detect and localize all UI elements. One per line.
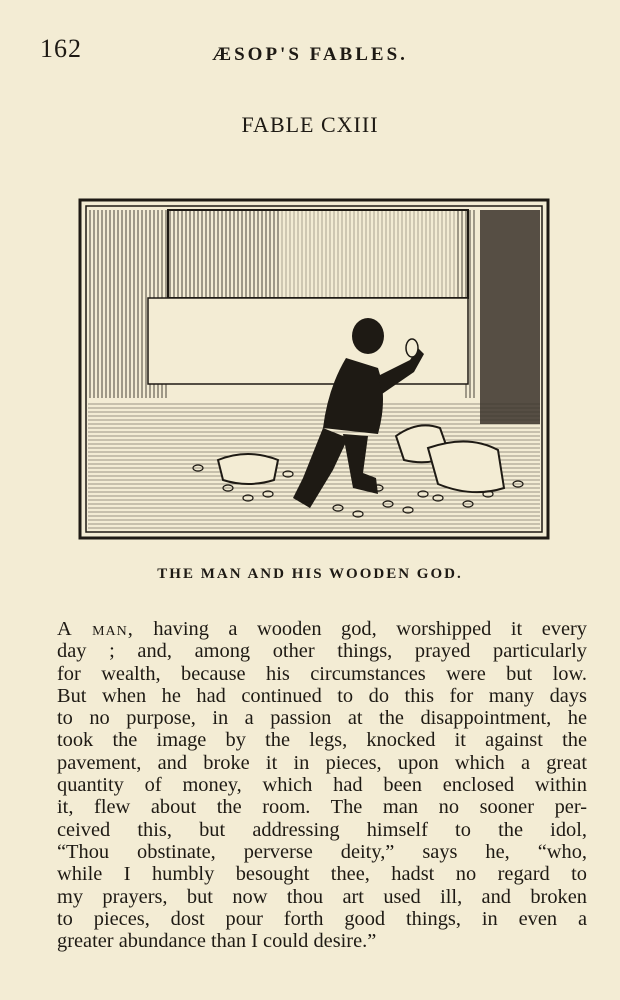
text-line-1: A man, having a wooden god, worshipped it every bbox=[57, 618, 588, 640]
fable-text bbox=[57, 618, 587, 952]
text-line: took the image by the legs, knocked it against the bbox=[57, 729, 587, 752]
fable-title: FABLE CXIII bbox=[241, 112, 379, 137]
door-pillar bbox=[480, 210, 540, 424]
woodcut-illustration bbox=[78, 198, 550, 540]
text-line: “Thou obstinate, perverse deity,” says he, “who, bbox=[57, 840, 587, 863]
page-number: 162 bbox=[40, 34, 82, 63]
text-line: while I humbly besought thee, hadst no regard to bbox=[57, 863, 587, 886]
text-line: greater abundance than I could desire.” bbox=[57, 930, 377, 953]
running-head: ÆSOP'S FABLES. bbox=[212, 44, 408, 65]
text-line: it, flew about the room. The man no sooner per- bbox=[57, 796, 587, 819]
text-line: quantity of money, which had been enclosed within bbox=[57, 774, 587, 797]
text-line: to pieces, dost pour forth good things, in even a bbox=[57, 907, 587, 930]
fable-caption: THE MAN AND HIS WOODEN GOD. bbox=[157, 566, 463, 582]
text-line: day ; and, among other things, prayed particularly bbox=[57, 640, 587, 663]
text-line: for wealth, because his circumstances were but low. bbox=[57, 662, 587, 685]
text-line: my prayers, but now thou art used ill, and broken bbox=[57, 885, 587, 908]
opening-words: A man, bbox=[57, 618, 134, 640]
text-line: ceived this, but addressing himself to the idol, bbox=[57, 818, 587, 841]
text-line: But when he had continued to do this for many days bbox=[57, 684, 587, 707]
text-line: pavement, and broke it in pieces, upon which a great bbox=[57, 751, 587, 774]
text-line: to no purpose, in a passion at the disappointment, he bbox=[57, 707, 587, 730]
